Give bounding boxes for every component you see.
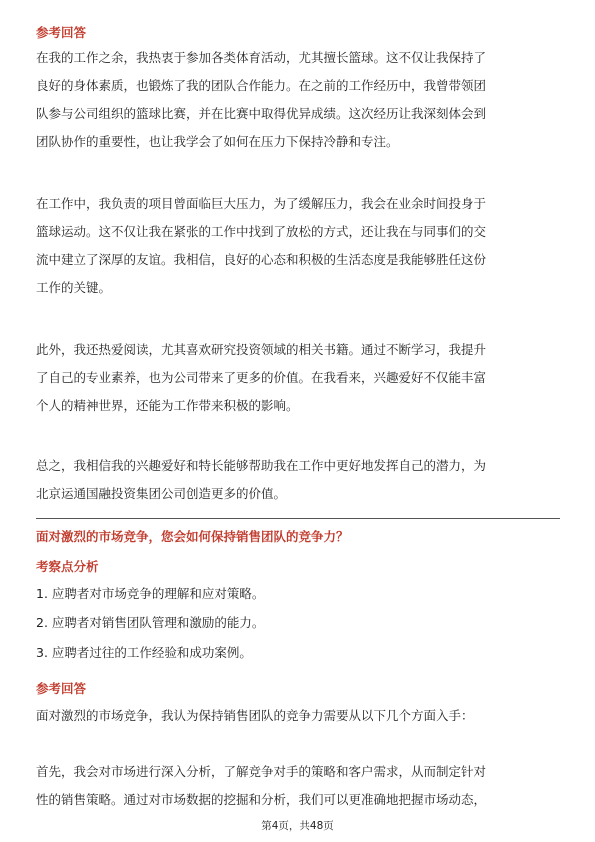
text-line: 工作的关键。	[36, 280, 112, 295]
text-line: 个人的精神世界，还能为工作带来积极的影响。	[36, 398, 299, 413]
text-line: 北京运通国融投资集团公司创造更多的价值。	[36, 486, 287, 501]
analysis-item: 3. 应聘者过往的工作经验和成功案例。	[36, 645, 252, 660]
answer-heading-2: 参考回答	[36, 681, 87, 696]
page-indicator: 第4页，共48页	[261, 820, 334, 832]
section-divider	[36, 518, 560, 519]
text-line: 篮球运动。这不仅让我在紧张的工作中找到了放松的方式，还让我在与同事们的交	[36, 224, 487, 239]
text-line: 性的销售策略。通过对市场数据的挖掘和分析，我们可以更准确地把握市场动态，	[36, 792, 487, 807]
answer-paragraph-5	[36, 758, 560, 814]
analysis-item: 2. 应聘者对销售团队管理和激励的能力。	[36, 615, 265, 630]
answer-paragraph-1	[36, 44, 560, 156]
analysis-heading: 考察点分析	[36, 559, 99, 574]
text-line: 良好的身体素质，也锻炼了我的团队合作能力。在之前的工作经历中，我曾带领团	[36, 78, 487, 93]
text-line: 团队协作的重要性，也让我学会了如何在压力下保持冷静和专注。	[36, 134, 399, 149]
answer-paragraph-3	[36, 336, 560, 420]
answer-paragraph-4	[36, 452, 560, 508]
text-line: 首先，我会对市场进行深入分析，了解竞争对手的策略和客户需求，从而制定针对	[36, 764, 487, 779]
answer-heading: 参考回答	[36, 25, 87, 40]
text-line: 总之，我相信我的兴趣爱好和特长能够帮助我在工作中更好地发挥自己的潜力，为	[36, 458, 487, 473]
text-line: 在工作中，我负责的项目曾面临巨大压力，为了缓解压力，我会在业余时间投身于	[36, 196, 487, 211]
answer-paragraph-2	[36, 190, 560, 302]
text-line: 在我的工作之余，我热衷于参加各类体育活动，尤其擅长篮球。这不仅让我保持了	[36, 50, 487, 65]
text-line: 了自己的专业素养，也为公司带来了更多的价值。在我看来，兴趣爱好不仅能丰富	[36, 370, 487, 385]
analysis-item: 1. 应聘者对市场竞争的理解和应对策略。	[36, 586, 265, 601]
text-line: 流中建立了深厚的友谊。我相信，良好的心态和积极的生活态度是我能够胜任这份	[36, 252, 487, 267]
answer-intro: 面对激烈的市场竞争，我认为保持销售团队的竞争力需要从以下几个方面入手：	[36, 708, 474, 723]
question-heading: 面对激烈的市场竞争，您会如何保持销售团队的竞争力？	[36, 529, 349, 544]
text-line: 队参与公司组织的篮球比赛，并在比赛中取得优异成绩。这次经历让我深刻体会到	[36, 106, 487, 121]
text-line: 此外，我还热爱阅读，尤其喜欢研究投资领域的相关书籍。通过不断学习，我提升	[36, 342, 487, 357]
